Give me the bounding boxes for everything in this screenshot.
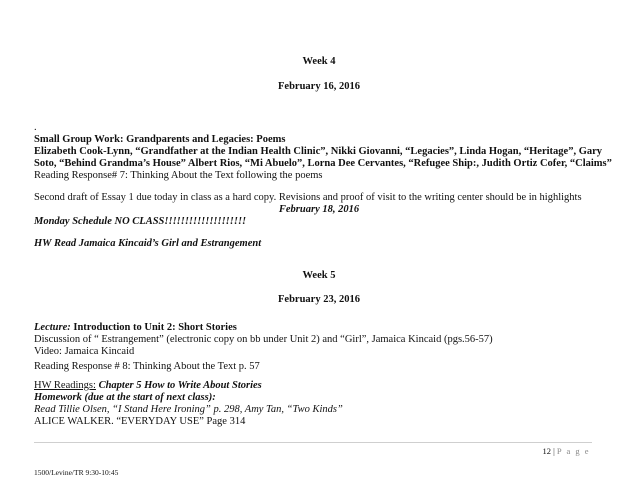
- reading-response-7: Reading Response# 7: Thinking About the Text following the poems: [34, 170, 323, 181]
- week5-heading: Week 5: [302, 270, 336, 281]
- discussion-line: Discussion of “ Estrangement” (electronic copy on bb under Unit 2) and “Girl”, Jamaica Kincaid (pgs.56-57): [34, 334, 493, 345]
- monday-schedule-note: Monday Schedule NO CLASS!!!!!!!!!!!!!!!!!!!!: [34, 216, 247, 227]
- reading-assignment: Read Tillie Olsen, “I Stand Here Ironing” p. 298, Amy Tan, “Two Kinds”: [34, 404, 343, 415]
- hw-readings-line: [34, 380, 262, 392]
- alice-walker-line: ALICE WALKER. “EVERYDAY USE” Page 314: [34, 416, 246, 427]
- footer-divider: [34, 442, 592, 443]
- page-separator: |: [550, 446, 557, 456]
- lecture-label: Lecture:: [34, 322, 71, 333]
- week4-date: February 16, 2016: [278, 81, 360, 92]
- page-number-value: 12: [542, 446, 551, 456]
- poems-line-1: Elizabeth Cook-Lynn, “Grandfather at the Indian Health Clinic”, Nikki Giovanni, “Legacies”, Linda Hogan, “Heritage”, Gary: [34, 146, 603, 157]
- homework-kincaid: HW Read Jamaica Kincaid’s Girl and Estrangement: [34, 238, 262, 249]
- homework-heading: Homework (due at the start of next class):: [34, 392, 216, 403]
- week4-date-2: February 18, 2016: [278, 204, 360, 215]
- week4-heading: Week 4: [302, 56, 336, 67]
- lecture-text: Introduction to Unit 2: Short Stories: [70, 322, 237, 333]
- page-number: [542, 446, 590, 456]
- essay-draft-note: Second draft of Essay 1 due today in class as a hard copy. Revisions and proof of visit to the writing center should be in highlights: [34, 192, 582, 203]
- reading-response-8: Reading Response # 8: Thinking About the Text p. 57: [34, 361, 260, 372]
- course-footer: 1500/Levine/TR 9:30-10:45: [34, 468, 119, 477]
- lecture-line: [34, 322, 237, 334]
- video-line: Video: Jamaica Kincaid: [34, 346, 135, 357]
- group-work-title: Small Group Work: Grandparents and Legacies: Poems: [34, 134, 286, 145]
- hw-readings-text: Chapter 5 How to Write About Stories: [95, 380, 262, 391]
- bullet-mark: .: [34, 122, 37, 133]
- hw-readings-label: HW Readings:: [34, 380, 96, 391]
- week5-date: February 23, 2016: [278, 294, 360, 305]
- poems-line-2: Soto, “Behind Grandma’s House” Albert Rios, “Mi Abuelo”, Lorna Dee Cervantes, “Refugee Ship:, Judith Ortiz Cofer, “Claims”: [34, 158, 612, 169]
- page-word: P a g e: [556, 446, 590, 456]
